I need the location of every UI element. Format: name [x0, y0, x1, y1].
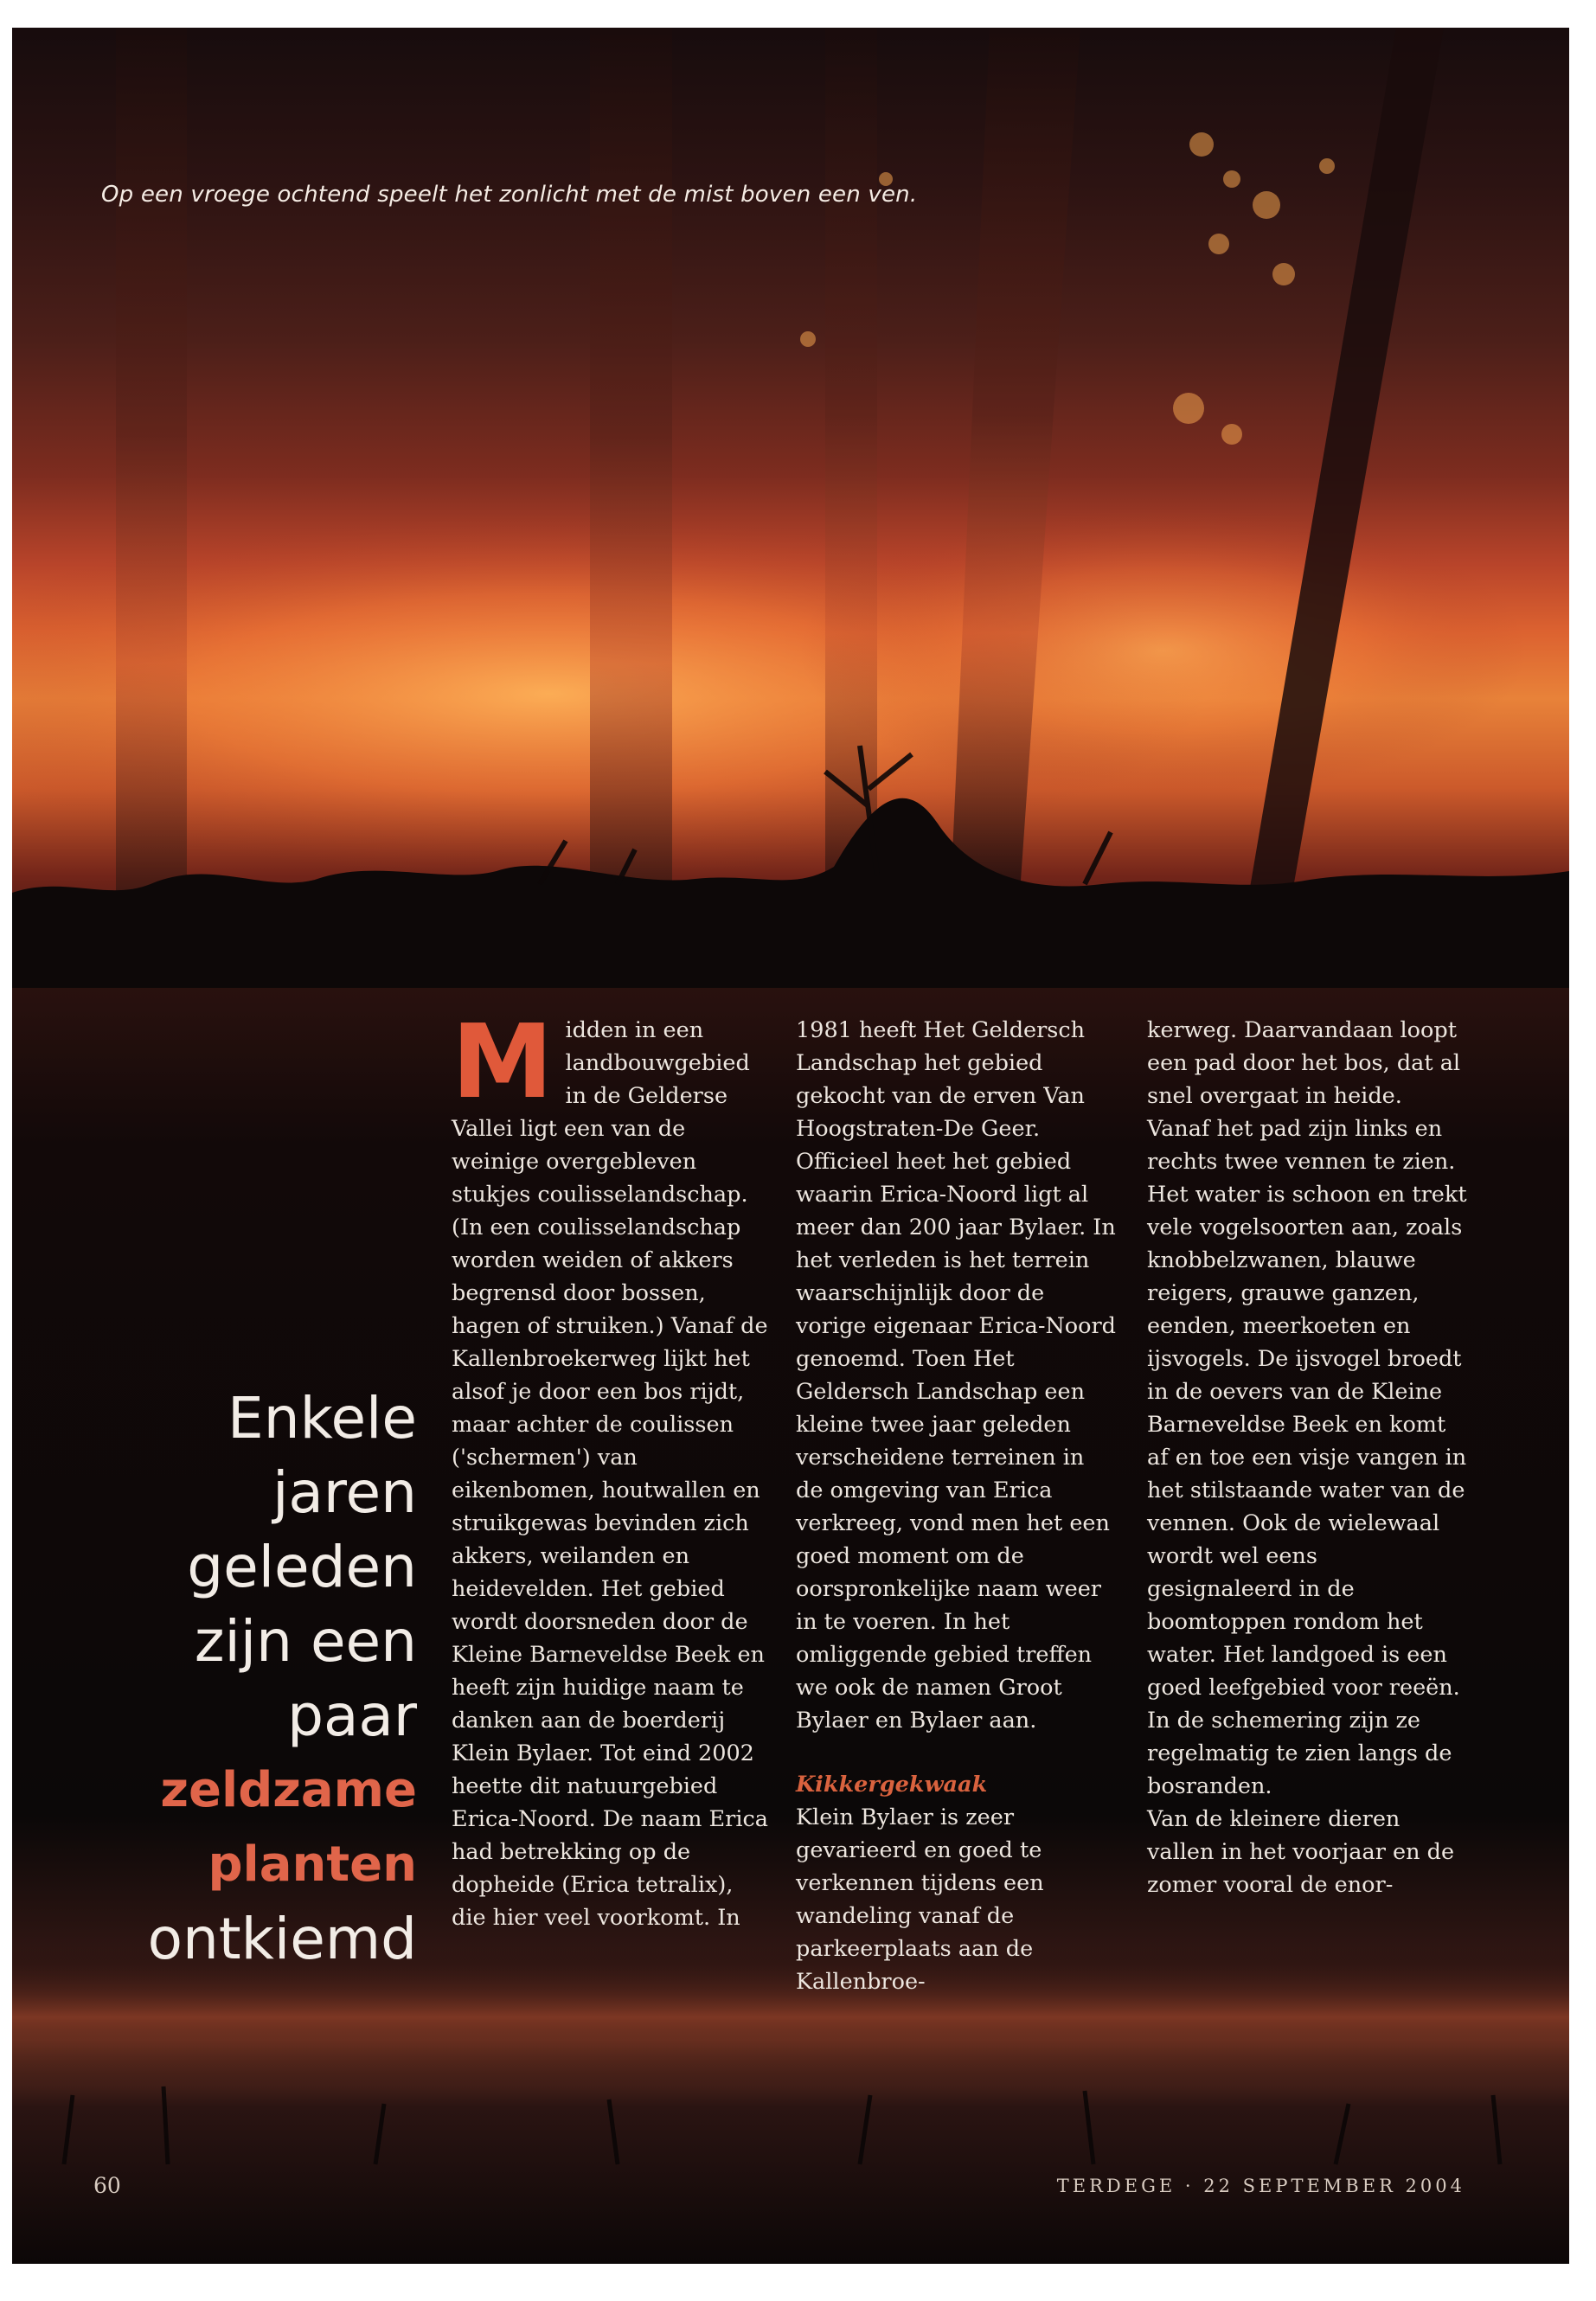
article-text-3: kerweg. Daarvandaan loopt een pad door het bos, dat al snel overgaat in heide. Vanaf het pad zijn links en rechts twee vennen te zien. Het water is schoon en trekt vele vogelsoorten aan, zoals knobbelzwanen, blauwe reigers, grauwe ganzen, eenden, meerkoeten en ijsvogels. De ijsvogel broedt in de oevers van de Kleine Barneveldse Beek en komt af en toe een visje vangen in het stilstaande water van de vennen. Ook de wielewaal wordt wel eens gesignaleerd in de boomtoppen rondom het water. Het landgoed is een goed leefgebied voor reeën. In de schemering zijn ze regelmatig te zien langs de bosranden. [1147, 1017, 1467, 1799]
article-column-1 [452, 1002, 772, 1934]
headline-line-5: paar [287, 1682, 417, 1749]
headline-line-3: geleden [187, 1534, 417, 1600]
headline-line-6: ontkiemd [147, 1906, 417, 1972]
article-column-2 [796, 1014, 1116, 1998]
drop-cap: M [452, 1002, 554, 1121]
article-text-3b: Van de kleinere dieren vallen in het voorjaar en de zomer vooral de enor- [1147, 1806, 1455, 1898]
page-number: 60 [93, 2173, 121, 2198]
section-subhead: Kikkergekwaak [796, 1772, 988, 1798]
headline-line-2: jaren [272, 1459, 417, 1526]
headline-accent-2: planten [208, 1836, 417, 1893]
headline-line-1: Enkele [228, 1385, 417, 1452]
headline-accent-1: zeldzame [160, 1762, 417, 1818]
magazine-page [12, 28, 1569, 2264]
headline-line-4: zijn een [194, 1608, 417, 1675]
article-column-3 [1147, 1014, 1467, 1901]
article-text-1: idden in een landbouwgebied in de Gelderse Vallei ligt een van de weinige overgebleven stukjes coulisselandschap. (In een coulisselandschap worden weiden of akkers begrensd door bossen, hagen of struiken.) Vanaf de Kallenbroekerweg lijkt het alsof je door een bos rijdt, maar achter de coulissen ('schermen') van eikenbomen, houtwallen en struikgewas bevinden zich akkers, weilanden en heidevelden. Het gebied wordt doorsneden door de Kleine Barneveldse Beek en heeft zijn huidige naam te danken aan de boerderij Klein Bylaer. Tot eind 2002 heette dit natuurgebied Erica-Noord. De naam Erica had betrekking op de dopheide (Erica tetralix), die hier veel voorkomt. In [452, 1017, 769, 1931]
publication-footer: TERDEGE · 22 SEPTEMBER 2004 [1056, 2176, 1465, 2196]
article-text-2: 1981 heeft Het Geldersch Landschap het gebied gekocht van de erven Van Hoogstraten-De Geer. Officieel heet het gebied waarin Erica-Noord ligt al meer dan 200 jaar Bylaer. In het verleden is het terrein waarschijnlijk door de vorige eigenaar Erica-Noord genoemd. Toen Het Geldersch Landschap een kleine twee jaar geleden verscheidene terreinen in de omgeving van Erica verkreeg, vond men het een goed moment om de oorspronkelijke naam weer in te voeren. In het omliggende gebied treffen we ook de namen Groot Bylaer en Bylaer aan. [796, 1017, 1116, 1734]
photo-caption: Op een vroege ochtend speelt het zonlicht met de mist boven een ven. [101, 182, 918, 208]
article-text-2b: Klein Bylaer is zeer gevarieerd en goed te verkennen tijdens een wandeling vanaf de parkeerplaats aan de Kallenbroe- [796, 1804, 1044, 1995]
headline [64, 1381, 417, 1977]
